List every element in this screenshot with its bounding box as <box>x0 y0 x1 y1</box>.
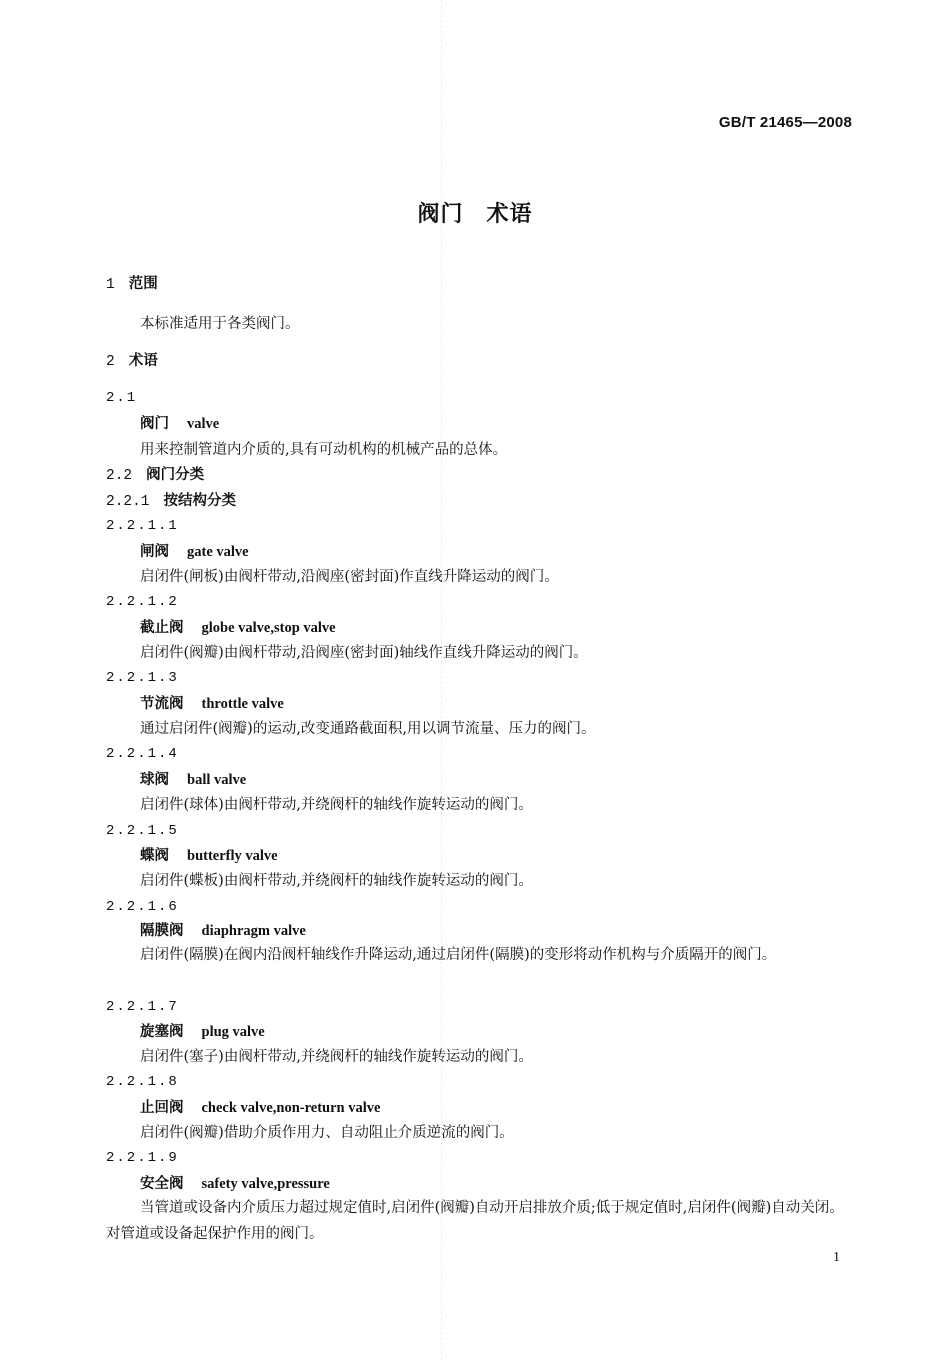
term-definition: 启闭件(蝶板)由阀杆带动,并绕阀杆的轴线作旋转运动的阀门。 <box>140 873 533 889</box>
clause-title: 按结构分类 <box>163 493 237 509</box>
section-number: 1 <box>106 277 115 293</box>
term-heading <box>140 771 246 789</box>
section-1-text: 本标准适用于各类阀门。 <box>140 316 300 332</box>
clause-number: 2.2.1.2 <box>106 594 179 610</box>
term-heading <box>140 922 306 940</box>
standard-code: GB/T 21465—2008 <box>718 114 852 131</box>
term-zh: 阀门 <box>140 416 169 432</box>
clause-number: 2.2.1.5 <box>106 823 179 839</box>
page-number: 1 <box>833 1250 840 1265</box>
term-en: butterfly valve <box>187 848 278 864</box>
term-en: check valve,non-return valve <box>201 1100 381 1116</box>
clause-2-2-1-heading <box>106 492 236 511</box>
clause-number: 2.2.1 <box>106 494 150 510</box>
term-definition: 启闭件(塞子)由阀杆带动,并绕阀杆的轴线作旋转运动的阀门。 <box>140 1049 533 1065</box>
section-2-heading <box>106 352 158 371</box>
term-zh: 球阀 <box>140 772 169 788</box>
term-definition: 当管道或设备内介质压力超过规定值时,启闭件(阀瓣)自动开启排放介质;低于规定值时,启闭件(阀瓣)自动关闭。对管道或设备起保护作用的阀门。 <box>106 1200 844 1242</box>
clause-number: 2.2.1.4 <box>106 746 179 762</box>
term-zh: 蝶阀 <box>140 848 169 864</box>
term-heading <box>140 1099 380 1117</box>
term-definition: 启闭件(阀瓣)借助介质作用力、自动阻止介质逆流的阀门。 <box>140 1125 514 1141</box>
term-heading <box>140 695 284 713</box>
term-en: gate valve <box>187 544 249 560</box>
term-en: diaphragm valve <box>201 923 306 939</box>
section-title: 术语 <box>128 353 158 369</box>
term-definition: 启闭件(闸板)由阀杆带动,沿阀座(密封面)作直线升降运动的阀门。 <box>140 569 559 585</box>
term-en: throttle valve <box>201 696 284 712</box>
term-heading <box>140 619 336 637</box>
clause-number: 2.2.1.8 <box>106 1074 179 1090</box>
term-en: plug valve <box>201 1024 265 1040</box>
clause-number: 2.2.1.7 <box>106 999 179 1015</box>
term-en: globe valve,stop valve <box>201 620 336 636</box>
term-definition: 通过启闭件(阀瓣)的运动,改变通路截面积,用以调节流量、压力的阀门。 <box>140 721 596 737</box>
section-title: 范围 <box>128 276 158 292</box>
term-en: safety valve,pressure <box>201 1176 330 1192</box>
term-heading <box>140 543 249 561</box>
term-heading <box>140 1023 265 1041</box>
clause-2-2-heading <box>106 466 204 485</box>
document-title: 阀门 术语 <box>417 202 533 227</box>
term-definition: 启闭件(隔膜)在阀内沿阀杆轴线作升降运动,通过启闭件(隔膜)的变形将动作机构与介质隔开的阀门。 <box>140 947 777 963</box>
clause-title: 阀门分类 <box>146 467 205 483</box>
term-zh: 安全阀 <box>140 1176 184 1192</box>
term-zh: 旋塞阀 <box>140 1024 184 1040</box>
clause-number: 2.2.1.6 <box>106 899 179 915</box>
term-zh: 隔膜阀 <box>140 923 184 939</box>
term-heading <box>140 847 278 865</box>
clause-number: 2.2.1.9 <box>106 1150 179 1166</box>
term-en: valve <box>187 416 220 432</box>
term-zh: 节流阀 <box>140 696 184 712</box>
clause-number: 2.2.1.1 <box>106 518 179 534</box>
term-en: ball valve <box>187 772 247 788</box>
term-definition: 启闭件(球体)由阀杆带动,并绕阀杆的轴线作旋转运动的阀门。 <box>140 797 533 813</box>
clause-number: 2.2.1.3 <box>106 670 179 686</box>
term-heading <box>140 1175 330 1193</box>
clause-number: 2.2 <box>106 468 133 484</box>
term-zh: 止回阀 <box>140 1100 184 1116</box>
term-definition: 启闭件(阀瓣)由阀杆带动,沿阀座(密封面)轴线作直线升降运动的阀门。 <box>140 645 588 661</box>
term-heading <box>140 415 219 433</box>
term-zh: 闸阀 <box>140 544 169 560</box>
clause-number: 2.1 <box>106 390 138 406</box>
term-zh: 截止阀 <box>140 620 184 636</box>
term-definition: 用来控制管道内介质的,具有可动机构的机械产品的总体。 <box>140 442 508 458</box>
section-1-heading <box>106 275 158 294</box>
section-number: 2 <box>106 354 115 370</box>
